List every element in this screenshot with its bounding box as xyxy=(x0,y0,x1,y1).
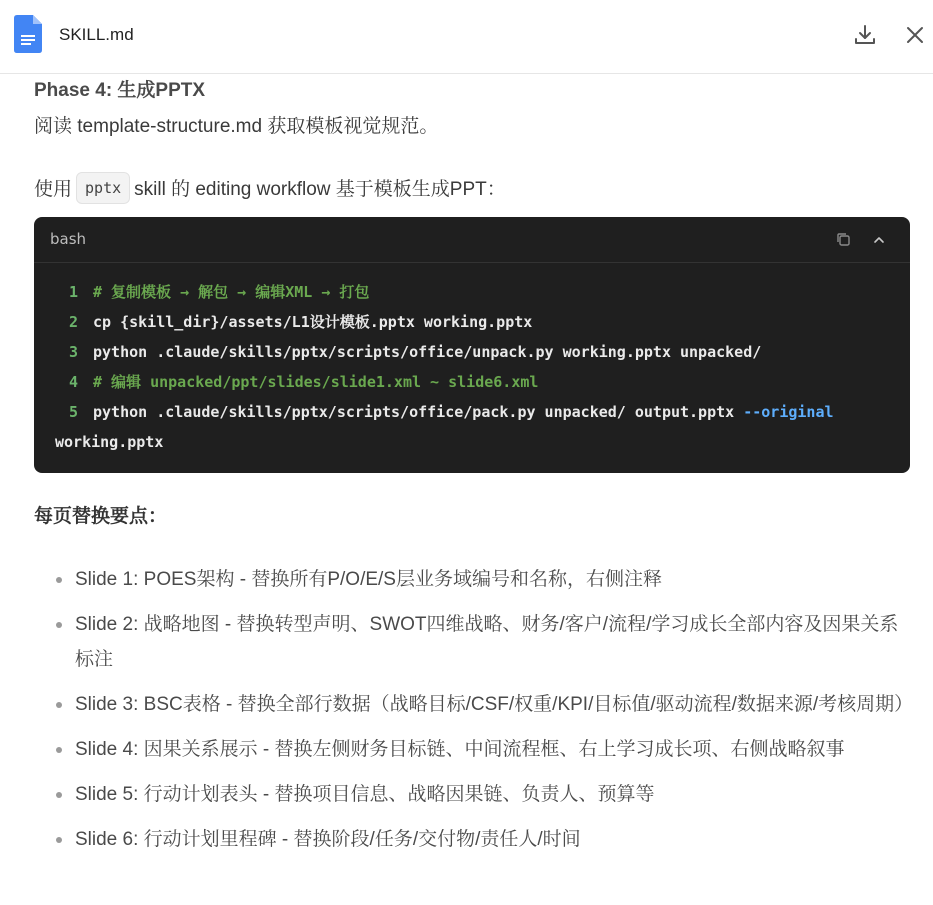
list-item-text: Slide 4: 因果关系展示 - 替换左侧财务目标链、中间流程框、右上学习成长项、右侧战略叙事 xyxy=(75,739,845,760)
list-item-text: Slide 2: 战略地图 - 替换转型声明、SWOT四维战略、财务/客户/流程/学习成长全部内容及因果关系标注 xyxy=(75,614,899,670)
list-item xyxy=(34,607,910,677)
list-item xyxy=(34,562,910,597)
code-lines xyxy=(34,277,910,457)
bullet-icon xyxy=(56,577,62,583)
code-flag: --original xyxy=(743,403,834,421)
code-block-header xyxy=(34,217,910,263)
code-line xyxy=(34,367,910,397)
line-number: 4 xyxy=(68,373,78,391)
use-suffix: skill 的 editing workflow 基于模板生成PPT： xyxy=(134,179,506,201)
list-item-text: Slide 1: POES架构 - 替换所有P/O/E/S层业务域编号和名称，右侧注释 xyxy=(75,569,662,590)
list-item xyxy=(34,732,910,767)
read-paragraph: 阅读 template-structure.md 获取模板视觉规范。 xyxy=(34,116,439,137)
bullet-icon xyxy=(56,837,62,843)
copy-icon xyxy=(834,230,854,250)
document-icon xyxy=(14,15,42,53)
replace-heading: 每页替换要点： xyxy=(34,506,168,527)
download-button[interactable] xyxy=(852,22,878,48)
bullet-icon xyxy=(56,622,62,628)
list-item-text: Slide 6: 行动计划里程碑 - 替换阶段/任务/交付物/责任人/时间 xyxy=(75,829,581,850)
chevron-up-icon xyxy=(869,230,889,250)
list-item-text: Slide 5: 行动计划表头 - 替换项目信息、战略因果链、负责人、预算等 xyxy=(75,784,655,805)
code-text: working.pptx xyxy=(55,433,164,451)
line-number: 2 xyxy=(68,313,78,331)
code-line xyxy=(34,307,910,337)
collapse-code-button[interactable] xyxy=(869,230,889,250)
copy-code-button[interactable] xyxy=(834,230,854,250)
inline-code: pptx xyxy=(76,172,130,204)
bullet-icon xyxy=(56,747,62,753)
phase-heading: Phase 4: 生成PPTX xyxy=(34,80,206,101)
code-line xyxy=(34,337,910,367)
line-number: 5 xyxy=(68,403,78,421)
code-comment: # 复制模板 → 解包 → 编辑XML → 打包 xyxy=(93,283,370,301)
use-paragraph xyxy=(34,174,506,206)
close-button[interactable] xyxy=(902,22,928,48)
code-comment: # 编辑 unpacked/ppt/slides/slide1.xml ~ slide6.xml xyxy=(93,373,539,391)
line-number: 3 xyxy=(68,343,78,361)
close-icon xyxy=(902,22,928,48)
file-title: SKILL.md xyxy=(59,25,134,44)
line-number: 1 xyxy=(68,283,78,301)
code-block xyxy=(34,217,910,473)
code-line-wrapped xyxy=(34,427,910,457)
list-item-text: Slide 3: BSC表格 - 替换全部行数据（战略目标/CSF/权重/KPI/目标值/驱动流程/数据来源/考核周期） xyxy=(75,694,914,715)
download-icon xyxy=(852,22,878,48)
code-line xyxy=(34,277,910,307)
bullet-icon xyxy=(56,702,62,708)
slide-list xyxy=(34,562,914,867)
code-text: python .claude/skills/pptx/scripts/office/pack.py unpacked/ output.pptx xyxy=(93,403,744,421)
file-viewer-header xyxy=(0,0,933,74)
code-text: cp {skill_dir}/assets/L1设计模板.pptx working.pptx xyxy=(93,313,533,331)
code-line xyxy=(34,397,910,427)
code-language-label: bash xyxy=(50,230,87,248)
code-text: python .claude/skills/pptx/scripts/office/unpack.py working.pptx unpacked/ xyxy=(93,343,762,361)
bullet-icon xyxy=(56,792,62,798)
list-item xyxy=(34,777,910,812)
use-prefix: 使用 xyxy=(34,179,73,201)
list-item xyxy=(34,822,910,857)
list-item xyxy=(34,687,914,722)
